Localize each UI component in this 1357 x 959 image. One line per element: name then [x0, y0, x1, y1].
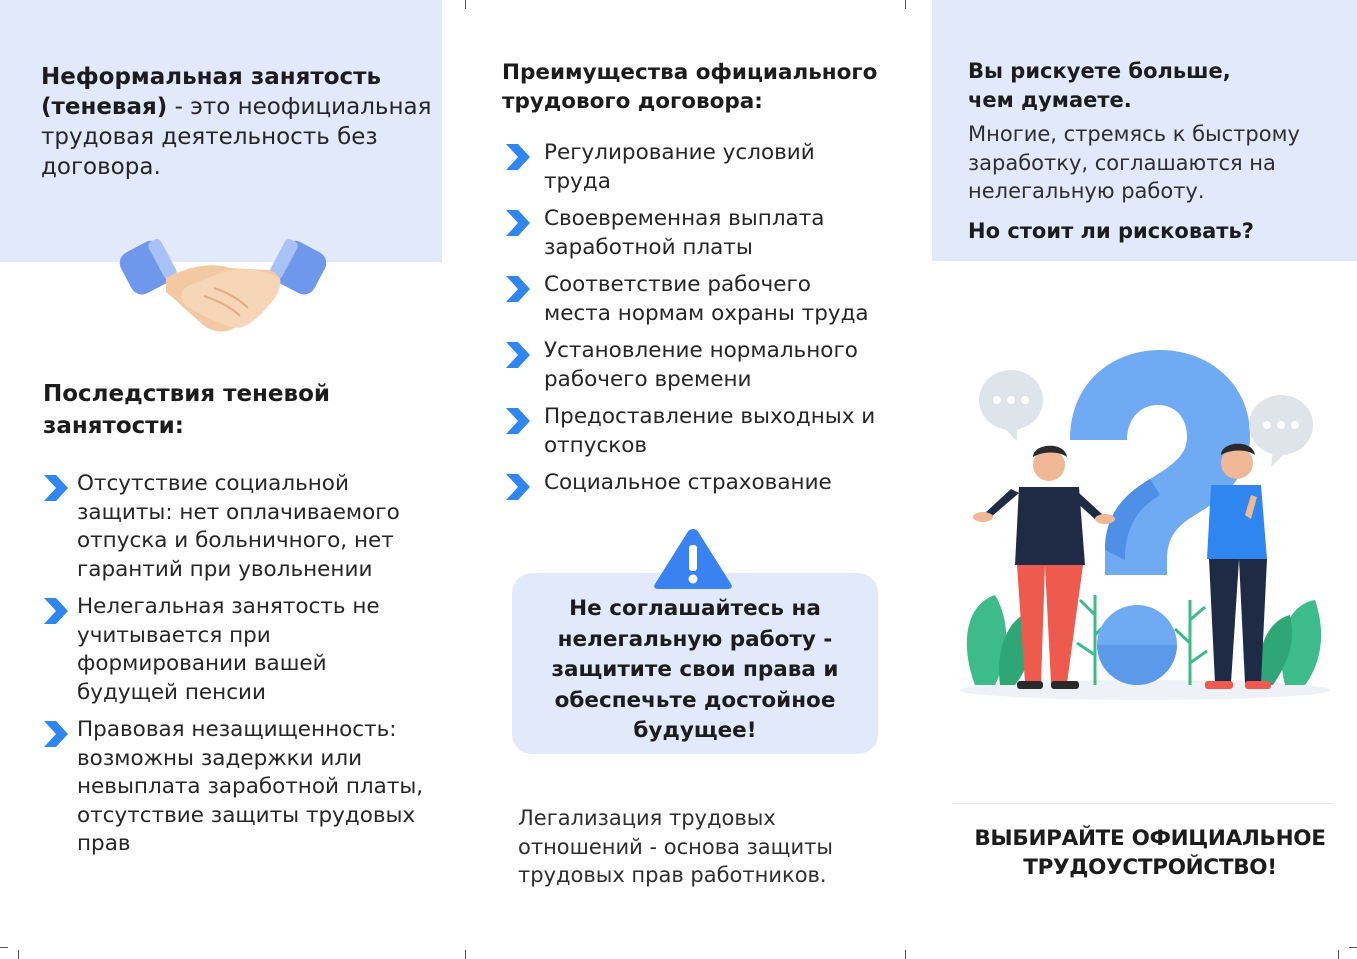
benefit-text: Социальное страхование — [544, 470, 832, 495]
chevron-bullet-icon — [503, 472, 533, 502]
benefit-text: Предоставление выходных и отпусков — [544, 404, 876, 458]
list-item — [41, 470, 441, 584]
list-item — [41, 593, 441, 707]
intro-paragraph — [41, 62, 436, 182]
chevron-bullet-icon — [41, 473, 71, 503]
cta-heading: ВЫБИРАЙТЕ ОФИЦИАЛЬНОЕ ТРУДОУСТРОЙСТВО! — [974, 826, 1326, 880]
benefit-text: Соответствие рабочего места нормам охраны труда — [544, 272, 869, 326]
chevron-bullet-icon — [503, 208, 533, 238]
crop-mark — [465, 0, 466, 9]
crop-mark — [905, 950, 906, 959]
legalization-note: Легализация трудовых отношений - основа защиты трудовых прав работников. — [518, 806, 833, 887]
question-people-illustration — [955, 345, 1335, 705]
list-item — [503, 469, 903, 498]
crop-mark — [18, 950, 19, 959]
benefits-title: Преимущества официального трудового договора: — [502, 60, 878, 114]
list-item — [503, 205, 903, 262]
intro-term: Неформальная занятость (теневая) — [41, 64, 382, 120]
risk-text: Многие, стремясь к быстрому заработку, соглашаются на нелегальную работу. — [968, 122, 1300, 203]
handshake-icon — [118, 226, 328, 336]
risk-question: Но стоит ли рисковать? — [968, 219, 1254, 243]
crop-mark — [1338, 950, 1339, 959]
chevron-bullet-icon — [41, 596, 71, 626]
warning-text: Не соглашайтесь на нелегальную работу - защитите свои права и обеспечьте достойное будущее! — [551, 596, 839, 743]
benefit-text: Регулирование условий труда — [544, 140, 815, 194]
benefit-text: Своевременная выплата заработной платы — [544, 206, 825, 260]
list-item — [503, 139, 844, 196]
chevron-bullet-icon — [503, 340, 533, 370]
crop-mark — [905, 0, 906, 9]
warning-triangle-icon — [652, 526, 734, 590]
benefit-text: Установление нормального рабочего времени — [544, 338, 858, 392]
list-item — [41, 716, 441, 859]
consequence-text: Правовая незащищенность: возможны задержки или невыплата заработной платы, отсутствие защиты трудовых прав — [77, 717, 424, 856]
chevron-bullet-icon — [503, 274, 533, 304]
crop-mark — [465, 950, 466, 959]
intro-definition: - это неофициальная трудовая деятельность без договора. — [41, 94, 432, 180]
list-item — [503, 337, 903, 394]
risk-title: Вы рискуете больше, чем думаете. — [968, 59, 1231, 112]
chevron-bullet-icon — [41, 719, 71, 749]
consequences-list — [41, 470, 441, 859]
list-item — [503, 403, 903, 460]
consequences-title: Последствия теневой занятости: — [43, 381, 331, 439]
benefits-list — [503, 139, 903, 498]
crop-mark — [0, 947, 8, 948]
consequence-text: Нелегальная занятость не учитывается при формировании вашей будущей пенсии — [77, 594, 380, 705]
consequence-text: Отсутствие социальной защиты: нет оплачиваемого отпуска и больничного, нет гарантий при увольнении — [77, 471, 400, 582]
cta-divider — [952, 803, 1332, 804]
list-item — [503, 271, 903, 328]
crop-mark — [1349, 947, 1357, 948]
chevron-bullet-icon — [503, 406, 533, 436]
chevron-bullet-icon — [503, 142, 533, 172]
